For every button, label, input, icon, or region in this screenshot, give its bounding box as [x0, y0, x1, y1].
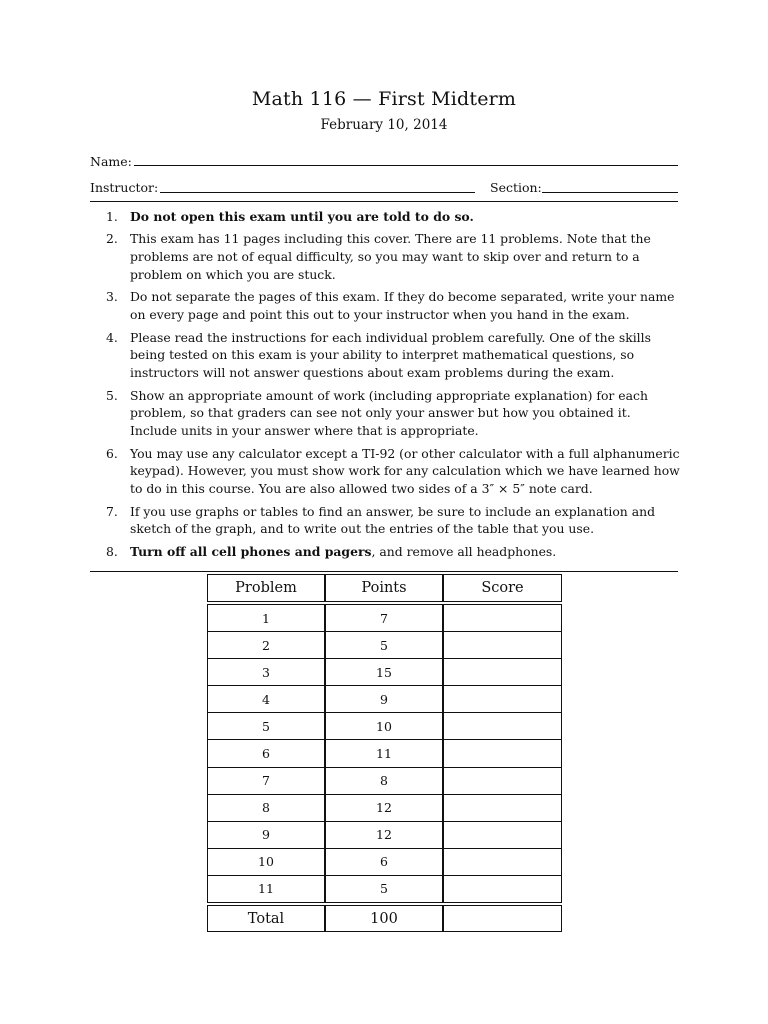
- score-cell[interactable]: [443, 604, 562, 632]
- name-label: Name:: [90, 154, 132, 169]
- problem-cell: 10: [207, 849, 325, 876]
- score-cell[interactable]: [443, 822, 562, 849]
- score-cell[interactable]: [443, 849, 562, 876]
- page-title: Math 116 — First Midterm: [251, 88, 517, 110]
- list-item: 1. Do not open this exam until you are told to do so.: [106, 209, 474, 224]
- table-row: [207, 740, 562, 767]
- points-cell: 5: [325, 876, 443, 903]
- points-cell: 5: [325, 632, 443, 659]
- table-row: [207, 876, 562, 903]
- points-cell: 11: [325, 740, 443, 767]
- total-label: Total: [207, 905, 325, 932]
- problem-cell: 4: [207, 686, 325, 713]
- score-cell[interactable]: [443, 713, 562, 740]
- score-cell[interactable]: [443, 768, 562, 795]
- header-points: Points: [325, 574, 443, 602]
- points-cell: 8: [325, 768, 443, 795]
- table-row: [207, 604, 562, 632]
- score-cell[interactable]: [443, 876, 562, 903]
- points-cell: 7: [325, 604, 443, 632]
- problem-cell: 5: [207, 713, 325, 740]
- points-cell: 6: [325, 849, 443, 876]
- table-row: [207, 822, 562, 849]
- list-item: 2. This exam has 11 pages including this cover. There are 11 problems. Note that the problems are not of equal difficulty, so you may want to skip over and return to a problem on which you are stuck.: [106, 231, 651, 282]
- list-item: 8. Turn off all cell phones and pagers, and remove all headphones.: [106, 543, 557, 559]
- score-table: [207, 574, 562, 932]
- exam-date: February 10, 2014: [320, 117, 448, 133]
- table-row: [207, 686, 562, 713]
- score-cell[interactable]: [443, 659, 562, 686]
- list-item: 7. If you use graphs or tables to find an answer, be sure to include an explanation and sketch of the graph, and to write out the entries of the table that you use.: [106, 503, 656, 537]
- instructor-field[interactable]: [160, 192, 475, 193]
- problem-cell: 3: [207, 659, 325, 686]
- score-cell[interactable]: [443, 795, 562, 822]
- list-item: 3. Do not separate the pages of this exam. If they do become separated, write your name on every page and point this out to your instructor when you hand in the exam.: [106, 289, 675, 323]
- list-item: 6. You may use any calculator except a TI-92 (or other calculator with a full alphanumeric keypad). However, you must show work for any calculation which we have learned how to do in this course. You are also allowed two sides of a 3″ × 5″ note card.: [106, 445, 680, 497]
- score-cell[interactable]: [443, 740, 562, 767]
- problem-cell: 9: [207, 822, 325, 849]
- instructions-divider: [90, 571, 678, 572]
- points-cell: 9: [325, 686, 443, 713]
- list-item: 5. Show an appropriate amount of work (including appropriate explanation) for each problem, so that graders can see not only your answer but how you obtained it. Include units in your answer where that is appropriate.: [106, 387, 648, 439]
- header-score: Score: [443, 574, 562, 602]
- score-cell[interactable]: [443, 686, 562, 713]
- problem-cell: 7: [207, 768, 325, 795]
- score-cell[interactable]: [443, 632, 562, 659]
- total-score-cell[interactable]: [443, 905, 562, 932]
- points-cell: 12: [325, 795, 443, 822]
- table-row: [207, 849, 562, 876]
- problem-cell: 11: [207, 876, 325, 903]
- section-field[interactable]: [542, 192, 678, 193]
- problem-cell: 8: [207, 795, 325, 822]
- table-row: [207, 795, 562, 822]
- table-row: [207, 713, 562, 740]
- list-item: 4. Please read the instructions for each individual problem carefully. One of the skills being tested on this exam is your ability to interpret mathematical questions, so instructors will not answer questions about exam problems during the exam.: [106, 329, 651, 381]
- table-row: [207, 632, 562, 659]
- problem-cell: 1: [207, 604, 325, 632]
- table-row: [207, 768, 562, 795]
- instructor-label: Instructor:: [90, 180, 159, 195]
- points-cell: 15: [325, 659, 443, 686]
- name-field[interactable]: [134, 165, 678, 166]
- section-label: Section:: [490, 180, 542, 195]
- problem-cell: 2: [207, 632, 325, 659]
- problem-cell: 6: [207, 740, 325, 767]
- table-header-row: [207, 574, 562, 602]
- header-divider: [90, 201, 678, 202]
- header-problem: Problem: [207, 574, 325, 602]
- total-row: [207, 905, 562, 932]
- points-cell: 12: [325, 822, 443, 849]
- table-row: [207, 659, 562, 686]
- instructions-list: [100, 208, 680, 565]
- points-cell: 10: [325, 713, 443, 740]
- total-points: 100: [325, 905, 443, 932]
